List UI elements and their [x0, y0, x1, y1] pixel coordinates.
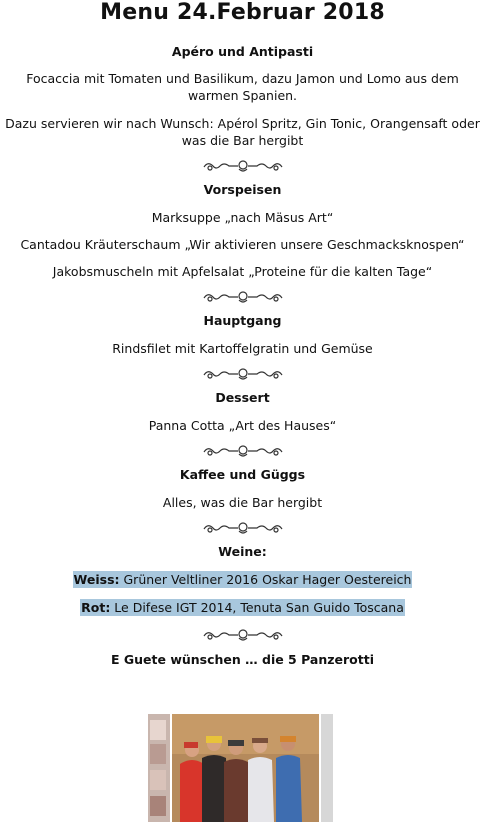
menu-line: Jakobsmuscheln mit Apfelsalat „Proteine für die kalten Tage“	[52, 264, 433, 279]
section-title-dessert: Dessert	[215, 390, 270, 405]
ornamental-divider-icon	[0, 626, 485, 644]
ornamental-divider-icon	[0, 365, 485, 383]
wine-rot	[0, 599, 485, 616]
section-title-weine: Weine:	[218, 544, 267, 559]
section-title-kaffee: Kaffee und Güggs	[179, 467, 306, 482]
ornamental-divider-icon	[0, 157, 485, 175]
wine-rot-value: Le Difese IGT 2014, Tenuta San Guido Toscana	[110, 600, 404, 615]
page-title: Menu 24.Februar 2018	[100, 0, 385, 25]
wine-weiss-value: Grüner Veltliner 2016 Oskar Hager Oestereich	[119, 572, 412, 587]
closing-line: E Guete wünschen … die 5 Panzerotti	[110, 652, 375, 667]
group-photo	[148, 714, 333, 822]
section-title-hauptgang: Hauptgang	[203, 313, 282, 328]
menu-line: Focaccia mit Tomaten und Basilikum, dazu Jamon und Lomo aus dem	[26, 71, 459, 86]
menu-line: Alles, was die Bar hergibt	[162, 495, 323, 510]
wine-weiss-highlight	[73, 571, 413, 588]
menu-line: Panna Cotta „Art des Hauses“	[148, 418, 337, 433]
wine-weiss	[0, 571, 485, 588]
menu-line: Rindsfilet mit Kartoffelgratin und Gemüse	[112, 341, 373, 356]
menu-line: Cantadou Kräuterschaum „Wir aktivieren unsere Geschmacksknospen“	[20, 237, 465, 252]
ornamental-divider-icon	[0, 519, 485, 537]
section-title-apero: Apéro und Antipasti	[171, 44, 314, 59]
menu-line: Dazu servieren wir nach Wunsch: Apérol Spritz, Gin Tonic, Orangensaft oder	[5, 116, 480, 131]
wine-rot-highlight	[80, 599, 405, 616]
section-title-vorspeisen: Vorspeisen	[203, 182, 282, 197]
ornamental-divider-icon	[0, 288, 485, 306]
ornamental-divider-icon	[0, 442, 485, 460]
wine-rot-label: Rot:	[81, 600, 111, 615]
menu-line: was die Bar hergibt	[181, 133, 304, 148]
menu-line: Marksuppe „nach Mäsus Art“	[151, 210, 334, 225]
wine-weiss-label: Weiss:	[73, 572, 120, 587]
menu-line: warmen Spanien.	[187, 88, 298, 103]
